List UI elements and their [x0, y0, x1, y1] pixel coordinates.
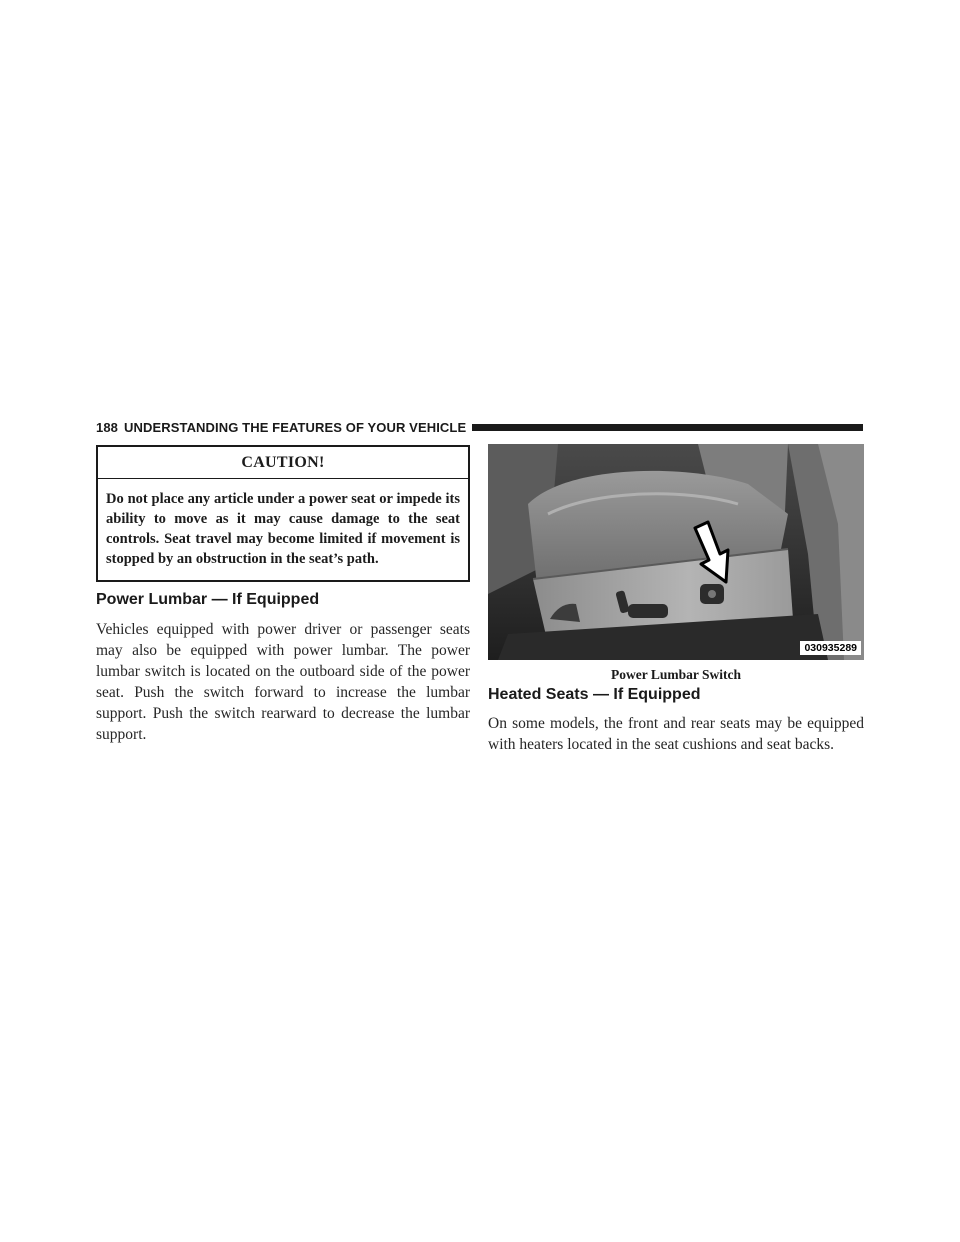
figure-code: 030935289 [800, 641, 861, 655]
power-lumbar-photo [488, 444, 864, 660]
page-header [96, 418, 863, 436]
seat-illustration [488, 444, 864, 660]
power-lumbar-body: Vehicles equipped with power driver or passenger seats may also be equipped with power lumbar. The power lumbar switch is located on the outboard side of the power seat. Push the switch forward to increase the lumbar support. Push the switch rearward to decrease the lumbar support. [96, 621, 470, 743]
heated-seats-body: On some models, the front and rear seats may be equipped with heaters located in the seat cushions and seat backs. [488, 715, 864, 753]
heated-seats-heading: Heated Seats — If Equipped [488, 686, 701, 703]
power-lumbar-heading: Power Lumbar — If Equipped [96, 591, 320, 608]
caution-box [96, 445, 470, 582]
page-number: 188 [96, 419, 118, 435]
caution-body: Do not place any article under a power seat or impede its ability to move as it may cause damage to the seat controls. Seat travel may become limited if movement is stopped by an obstruction in the seat’s path. [106, 491, 460, 567]
header-rule [472, 424, 863, 431]
caution-title: CAUTION! [98, 447, 468, 479]
section-title: UNDERSTANDING THE FEATURES OF YOUR VEHICLE [124, 419, 467, 435]
figure-caption: Power Lumbar Switch [610, 667, 741, 682]
